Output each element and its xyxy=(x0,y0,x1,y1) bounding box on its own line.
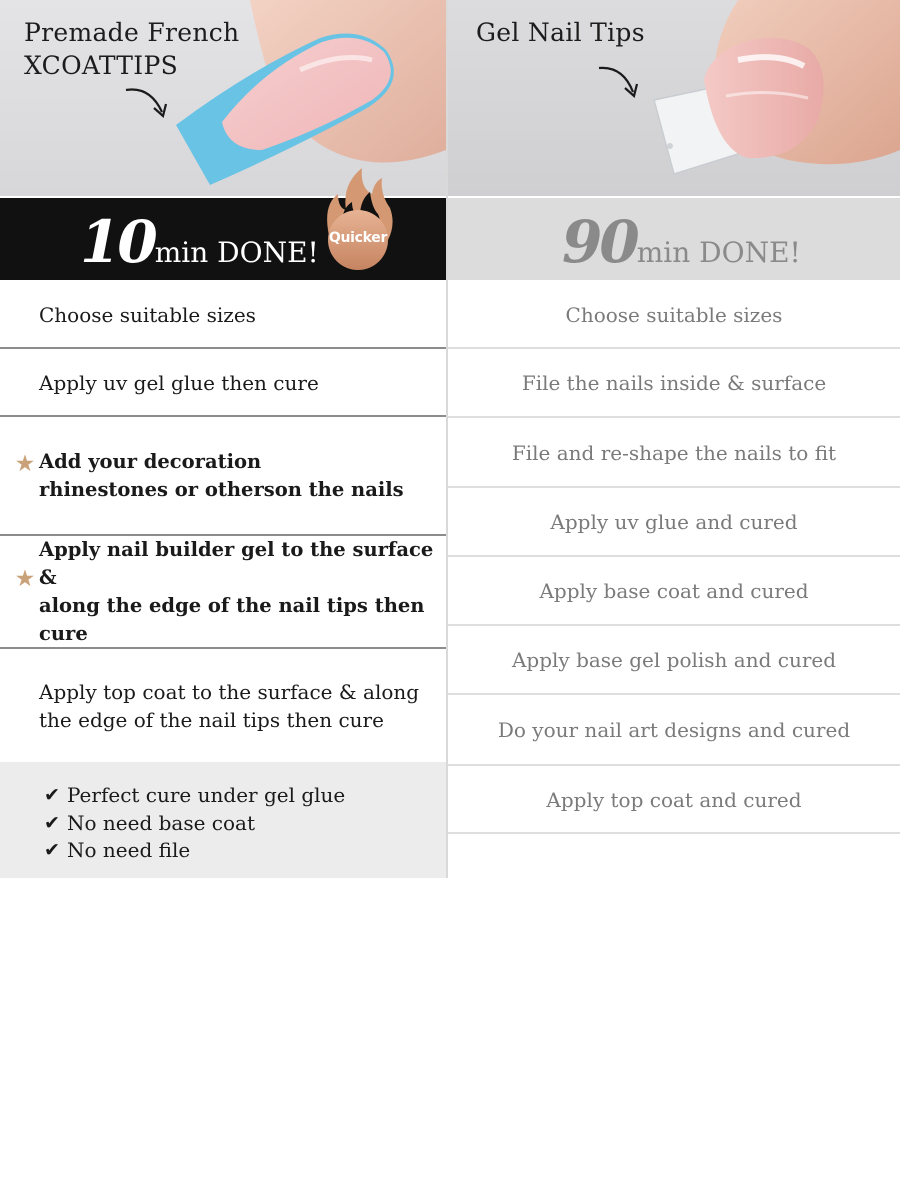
row-divider xyxy=(448,832,900,834)
star-icon: ★ xyxy=(16,451,34,475)
time-number: 90 xyxy=(562,208,637,276)
step-text-line1: Apply nail builder gel to the surface & xyxy=(39,538,434,589)
step-text: Choose suitable sizes xyxy=(39,303,256,327)
time-label-right xyxy=(562,208,801,276)
quicker-label: Quicker xyxy=(328,230,388,246)
hero-title-right: Gel Nail Tips xyxy=(476,18,645,47)
checkmark-icon: ✔ xyxy=(44,839,60,861)
right-step-3 xyxy=(448,418,900,487)
step-text: File and re-shape the nails to fit xyxy=(511,441,837,465)
curved-arrow-icon xyxy=(593,60,653,110)
step-text: Do your nail art designs and cured xyxy=(497,718,851,742)
time-label-left xyxy=(80,208,319,276)
right-step-7 xyxy=(448,695,900,765)
step-text: Choose suitable sizes xyxy=(565,303,783,327)
benefit-item xyxy=(44,782,446,810)
hero-title-left xyxy=(24,16,239,82)
step-text-line2: rhinestones or otherson the nails xyxy=(39,478,404,501)
right-step-8 xyxy=(448,766,900,834)
step-text-line1: Add your decoration xyxy=(39,450,262,473)
checkmark-icon: ✔ xyxy=(44,784,60,806)
time-suffix: min DONE! xyxy=(154,236,319,269)
time-suffix: min DONE! xyxy=(636,236,801,269)
flame-icon xyxy=(320,164,396,274)
checkmark-icon: ✔ xyxy=(44,811,60,834)
step-text-line2: the edge of the nail tips then cure xyxy=(39,707,384,732)
step-text-line1: Apply top coat to the surface & along xyxy=(39,679,420,704)
time-banner-right xyxy=(448,198,900,280)
step-text xyxy=(39,536,446,648)
step-text: Apply uv gel glue then cure xyxy=(39,370,319,395)
right-step-4 xyxy=(448,488,900,556)
step-text xyxy=(39,678,419,734)
hero-image-gel-tips xyxy=(448,0,900,196)
step-text: File the nails inside & surface xyxy=(521,371,827,395)
step-text-line2: along the edge of the nail tips then cure xyxy=(39,594,425,645)
left-step-4 xyxy=(0,536,446,648)
step-text: Apply base gel polish and cured xyxy=(511,648,837,672)
benefit-text: No need base coat xyxy=(67,810,255,835)
benefit-item xyxy=(44,837,446,865)
benefits-box xyxy=(0,762,446,878)
left-step-2 xyxy=(0,349,446,416)
right-step-1 xyxy=(448,282,900,348)
step-text: Apply uv glue and cured xyxy=(550,510,798,534)
benefit-item xyxy=(44,810,446,838)
benefit-text: Perfect cure under gel glue xyxy=(67,783,346,807)
time-number: 10 xyxy=(80,208,155,276)
left-step-1 xyxy=(0,282,446,348)
step-text: Apply base coat and cured xyxy=(539,579,809,603)
right-step-6 xyxy=(448,626,900,694)
hero-title-line2: XCOATTIPS xyxy=(24,51,179,80)
hero-title-line1: Premade French xyxy=(24,18,240,47)
star-icon: ★ xyxy=(16,566,34,590)
curved-arrow-icon xyxy=(120,80,180,130)
right-step-5 xyxy=(448,557,900,625)
step-text xyxy=(39,448,404,504)
left-step-5 xyxy=(0,649,446,762)
step-text: Apply top coat and cured xyxy=(546,788,802,812)
quicker-badge xyxy=(320,164,396,274)
right-step-2 xyxy=(448,349,900,417)
left-step-3 xyxy=(0,417,446,535)
benefit-text: No need file xyxy=(67,838,191,862)
